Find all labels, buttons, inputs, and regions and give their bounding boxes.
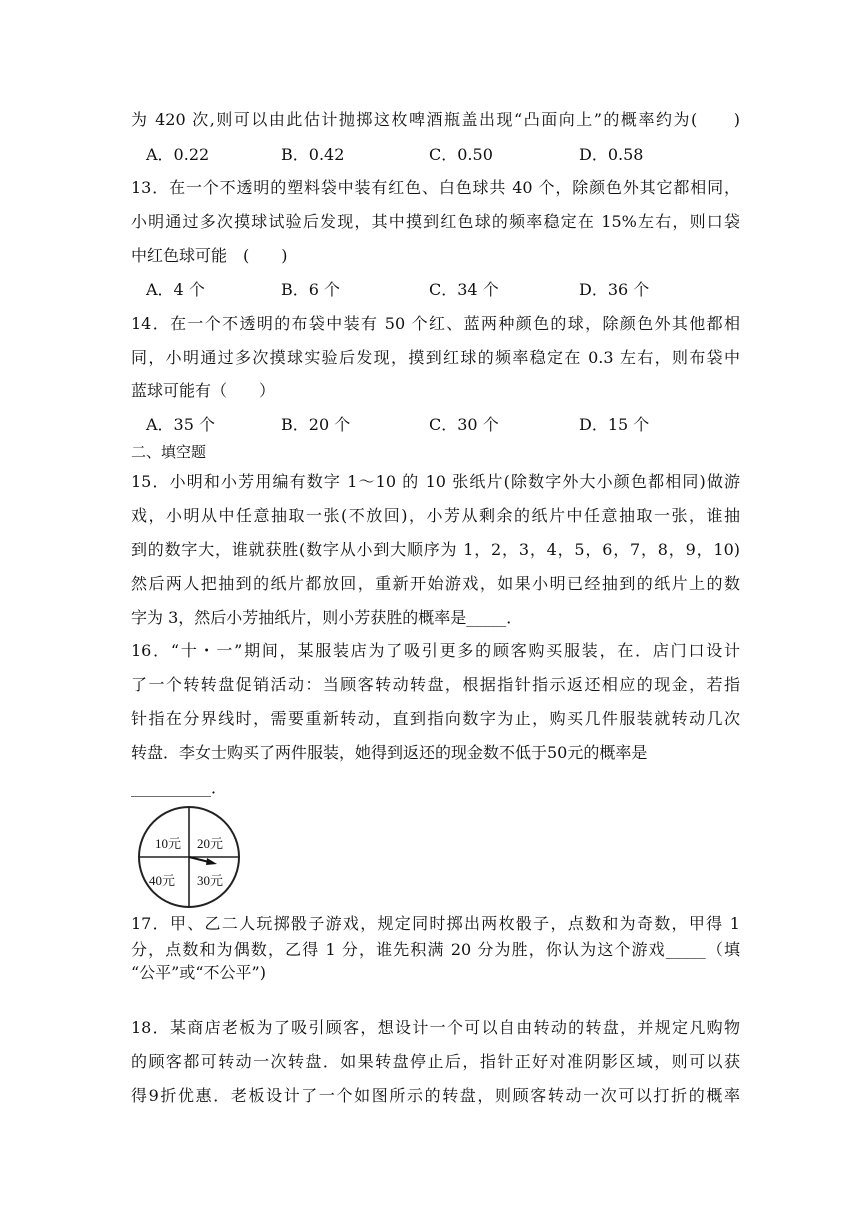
q18-line-2: 的顾客都可转动一次转盘．如果转盘停止后，指针正好对准阴影区域，则可以获 bbox=[131, 1052, 740, 1071]
q16-line-2: 了一个转转盘促销活动：当顾客转动转盘，根据指针指示返还相应的现金，若指 bbox=[131, 675, 740, 694]
q13-line-3: 中红色球可能 ( ) bbox=[131, 246, 288, 265]
q12-option-c: C．0.50 bbox=[429, 145, 493, 164]
wheel-label-40: 40元 bbox=[149, 873, 176, 888]
wheel-label-20: 20元 bbox=[197, 836, 224, 851]
wheel-label-30: 30元 bbox=[197, 873, 224, 888]
q15-line-5: 字为 3，然后小芳抽纸片，则小芳获胜的概率是_____． bbox=[131, 608, 523, 627]
q13-option-b: B．6 个 bbox=[281, 280, 341, 299]
q15-line-3: 到的数字大，谁就获胜(数字从小到大顺序为 1，2，3，4，5，6，7，8，9，10) bbox=[131, 540, 740, 559]
q18-line-1: 18．某商店老板为了吸引顾客，想设计一个可以自由转动的转盘，并规定凡购物 bbox=[131, 1018, 740, 1037]
q14-option-b: B．20 个 bbox=[281, 415, 351, 434]
q12-option-d: D．0.58 bbox=[579, 145, 644, 164]
q12-option-a: A．0.22 bbox=[146, 145, 210, 164]
q13-option-a: A．4 个 bbox=[146, 280, 205, 299]
q14-line-1: 14．在一个不透明的布袋中装有 50 个红、蓝两种颜色的球，除颜色外其他都相 bbox=[131, 314, 740, 333]
wheel-label-10: 10元 bbox=[155, 836, 182, 851]
q14-option-c: C．30 个 bbox=[429, 415, 499, 434]
q14-line-3: 蓝球可能有（ ） bbox=[131, 381, 276, 400]
q13-line-1: 13．在一个不透明的塑料袋中装有红色、白色球共 40 个，除颜色外其它都相同， bbox=[131, 178, 740, 197]
q13-line-2: 小明通过多次摸球试验后发现，其中摸到红色球的频率稳定在 15%左右，则口袋 bbox=[131, 212, 740, 231]
q13-option-d: D．36 个 bbox=[579, 280, 650, 299]
q15-line-1: 15．小明和小芳用编有数字 1～10 的 10 张纸片(除数字外大小颜色都相同)做游 bbox=[131, 472, 740, 491]
q16-line-3: 针指在分界线时，需要重新转动，直到指向数字为止，购买几件服装就转动几次 bbox=[131, 709, 740, 728]
q16-line-5: __________． bbox=[131, 778, 228, 797]
q18-line-3: 得9折优惠．老板设计了一个如图所示的转盘，则顾客转动一次可以打折的概率 bbox=[131, 1086, 740, 1105]
q15-line-2: 戏，小明从中任意抽取一张(不放回)，小芳从剩余的纸片中任意抽取一张，谁抽 bbox=[131, 506, 740, 525]
q14-line-2: 同，小明通过多次摸球实验后发现，摸到红球的频率稳定在 0.3 左右，则布袋中 bbox=[131, 348, 740, 367]
q17-line-2: 分，点数和为偶数，乙得 1 分，谁先积满 20 分为胜，你认为这个游戏_____（填 bbox=[131, 940, 740, 959]
q14-option-d: D．15 个 bbox=[579, 415, 650, 434]
q14-option-a: A．35 个 bbox=[146, 415, 216, 434]
spinner-wheel-figure bbox=[137, 805, 241, 909]
q16-line-4: 转盘．李女士购买了两件服装，她得到返还的现金数不低于50元的概率是 bbox=[131, 743, 648, 762]
q15-line-4: 然后两人把抽到的纸片都放回，重新开始游戏，如果小明已经抽到的纸片上的数 bbox=[131, 574, 740, 593]
q13-option-c: C．34 个 bbox=[429, 280, 499, 299]
q16-line-1: 16．“十・一”期间，某服装店为了吸引更多的顾客购买服装，在．店门口设计 bbox=[131, 641, 740, 660]
q17-line-1: 17．甲、乙二人玩掷骰子游戏，规定同时掷出两枚骰子，点数和为奇数，甲得 1 bbox=[131, 914, 740, 933]
section-title-fill-in: 二、填空题 bbox=[131, 443, 207, 461]
q12-option-b: B．0.42 bbox=[281, 145, 345, 164]
q12-line-1: 为 420 次,则可以由此估计抛掷这枚啤酒瓶盖出现“凸面向上”的概率约为( ) bbox=[131, 110, 740, 129]
q17-line-3: “公平”或“不公平”) bbox=[131, 963, 266, 982]
